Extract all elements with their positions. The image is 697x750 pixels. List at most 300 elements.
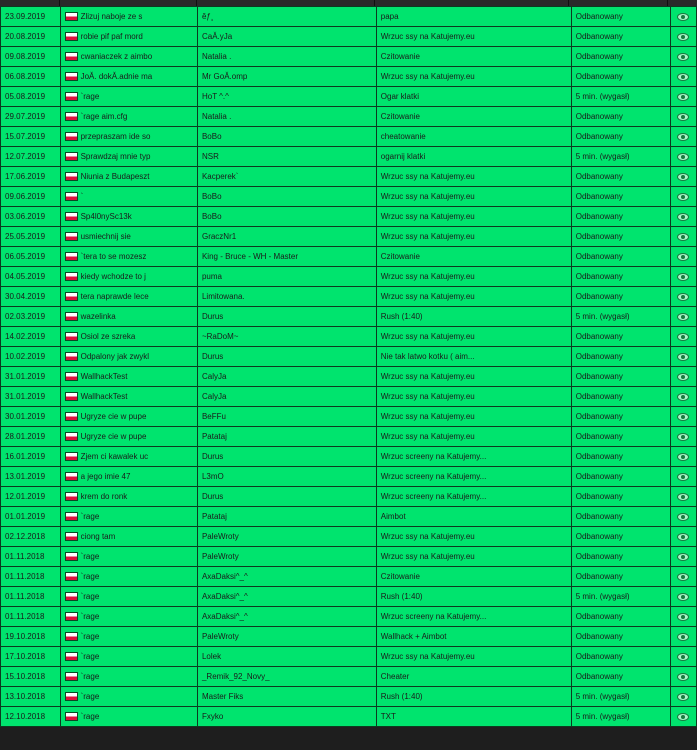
ban-date: 25.05.2019 bbox=[1, 227, 61, 247]
ban-date: 15.10.2018 bbox=[1, 667, 61, 687]
details-button[interactable] bbox=[670, 427, 696, 447]
admin-name: CaĂ.yJa bbox=[197, 27, 376, 47]
ban-reason: Wrzuc ssy na Katujemy.eu bbox=[376, 167, 571, 187]
admin-name: Fxyko bbox=[197, 707, 376, 727]
poland-flag-icon bbox=[65, 112, 78, 121]
player-name-cell bbox=[60, 647, 197, 667]
ban-reason: Wrzuc ssy na Katujemy.eu bbox=[376, 547, 571, 567]
ban-reason: Wrzuc ssy na Katujemy.eu bbox=[376, 327, 571, 347]
ban-reason: Wrzuc ssy na Katujemy.eu bbox=[376, 227, 571, 247]
table-row[interactable] bbox=[1, 227, 697, 247]
ban-reason: Wrzuc ssy na Katujemy.eu bbox=[376, 427, 571, 447]
table-row[interactable] bbox=[1, 247, 697, 267]
eye-icon[interactable] bbox=[677, 413, 689, 421]
details-button[interactable] bbox=[670, 267, 696, 287]
ban-status: Odbanowany bbox=[571, 667, 670, 687]
eye-icon[interactable] bbox=[677, 293, 689, 301]
player-name: Ugryze cie w pupe bbox=[80, 432, 147, 441]
poland-flag-icon bbox=[65, 132, 78, 141]
ban-status: Odbanowany bbox=[571, 527, 670, 547]
ban-status: 5 min. (wygasł) bbox=[571, 707, 670, 727]
admin-name: ěƒ¸ bbox=[197, 7, 376, 27]
ban-reason: Rush (1:40) bbox=[376, 687, 571, 707]
table-row[interactable] bbox=[1, 167, 697, 187]
admin-name: ~RaDoM~ bbox=[197, 327, 376, 347]
ban-date: 30.04.2019 bbox=[1, 287, 61, 307]
player-name: `rage bbox=[80, 692, 100, 701]
player-name-cell bbox=[60, 307, 197, 327]
eye-icon[interactable] bbox=[677, 633, 689, 641]
player-name: `rage bbox=[80, 512, 100, 521]
player-name-cell bbox=[60, 667, 197, 687]
eye-icon[interactable] bbox=[677, 693, 689, 701]
player-name-cell bbox=[60, 127, 197, 147]
admin-name: Patataj bbox=[197, 427, 376, 447]
admin-name: _Remik_92_Novy_ bbox=[197, 667, 376, 687]
player-name: robie pif paf mord bbox=[80, 32, 143, 41]
player-name: Sprawdzaj mnie typ bbox=[80, 152, 151, 161]
details-button[interactable] bbox=[670, 87, 696, 107]
ban-date: 04.05.2019 bbox=[1, 267, 61, 287]
eye-icon[interactable] bbox=[677, 193, 689, 201]
ban-status: 5 min. (wygasł) bbox=[571, 307, 670, 327]
eye-icon[interactable] bbox=[677, 173, 689, 181]
eye-icon[interactable] bbox=[677, 113, 689, 121]
table-row[interactable] bbox=[1, 267, 697, 287]
ban-date: 14.02.2019 bbox=[1, 327, 61, 347]
poland-flag-icon bbox=[65, 472, 78, 481]
poland-flag-icon bbox=[65, 592, 78, 601]
player-name-cell bbox=[60, 147, 197, 167]
admin-name: Natalia . bbox=[197, 47, 376, 67]
table-row[interactable] bbox=[1, 487, 697, 507]
poland-flag-icon bbox=[65, 92, 78, 101]
player-name-cell bbox=[60, 327, 197, 347]
details-button[interactable] bbox=[670, 347, 696, 367]
details-button[interactable] bbox=[670, 367, 696, 387]
player-name: `tera to se mozesz bbox=[80, 252, 147, 261]
eye-icon[interactable] bbox=[677, 213, 689, 221]
player-name: kiedy wchodze to j bbox=[80, 272, 146, 281]
ban-date: 30.01.2019 bbox=[1, 407, 61, 427]
details-button[interactable] bbox=[670, 387, 696, 407]
poland-flag-icon bbox=[65, 672, 78, 681]
ban-status: 5 min. (wygasł) bbox=[571, 687, 670, 707]
ban-status: Odbanowany bbox=[571, 67, 670, 87]
details-button[interactable] bbox=[670, 487, 696, 507]
details-button[interactable] bbox=[670, 47, 696, 67]
poland-flag-icon bbox=[65, 212, 78, 221]
eye-icon[interactable] bbox=[677, 493, 689, 501]
admin-name: Lolek bbox=[197, 647, 376, 667]
ban-reason: Wrzuc screeny na Katujemy... bbox=[376, 447, 571, 467]
player-name: `rage bbox=[80, 712, 100, 721]
admin-name: CalyJa bbox=[197, 367, 376, 387]
player-name: ` bbox=[80, 192, 84, 201]
ban-date: 16.01.2019 bbox=[1, 447, 61, 467]
table-row[interactable] bbox=[1, 107, 697, 127]
table-row[interactable] bbox=[1, 327, 697, 347]
player-name-cell bbox=[60, 547, 197, 567]
ban-reason: Wrzuc ssy na Katujemy.eu bbox=[376, 527, 571, 547]
poland-flag-icon bbox=[65, 412, 78, 421]
table-row[interactable] bbox=[1, 407, 697, 427]
ban-reason: Wrzuc ssy na Katujemy.eu bbox=[376, 187, 571, 207]
ban-status: Odbanowany bbox=[571, 347, 670, 367]
eye-icon[interactable] bbox=[677, 333, 689, 341]
player-name: Niunia z Budapeszt bbox=[80, 172, 150, 181]
table-row[interactable] bbox=[1, 427, 697, 447]
eye-icon[interactable] bbox=[677, 353, 689, 361]
eye-icon[interactable] bbox=[677, 553, 689, 561]
player-name: cwaniaczek z aimbo bbox=[80, 52, 153, 61]
poland-flag-icon bbox=[65, 532, 78, 541]
player-name-cell bbox=[60, 87, 197, 107]
player-name-cell bbox=[60, 107, 197, 127]
player-name: usmiechnij sie bbox=[80, 232, 131, 241]
ban-reason: Wrzuc screeny na Katujemy... bbox=[376, 487, 571, 507]
ban-date: 17.06.2019 bbox=[1, 167, 61, 187]
ban-status: Odbanowany bbox=[571, 607, 670, 627]
ban-date: 01.11.2018 bbox=[1, 587, 61, 607]
ban-date: 13.10.2018 bbox=[1, 687, 61, 707]
eye-icon[interactable] bbox=[677, 53, 689, 61]
ban-reason: Wrzuc ssy na Katujemy.eu bbox=[376, 407, 571, 427]
player-name-cell bbox=[60, 27, 197, 47]
table-row[interactable] bbox=[1, 627, 697, 647]
ban-status: 5 min. (wygasł) bbox=[571, 587, 670, 607]
admin-name: Natalia . bbox=[197, 107, 376, 127]
player-name: Zlizuj naboje ze s bbox=[80, 12, 143, 21]
table-row[interactable] bbox=[1, 147, 697, 167]
ban-date: 12.10.2018 bbox=[1, 707, 61, 727]
ban-date: 28.01.2019 bbox=[1, 427, 61, 447]
player-name-cell bbox=[60, 587, 197, 607]
details-button[interactable] bbox=[670, 167, 696, 187]
ban-date: 01.01.2019 bbox=[1, 507, 61, 527]
admin-name: HoT ^.^ bbox=[197, 87, 376, 107]
admin-name: Limitowana. bbox=[197, 287, 376, 307]
table-row[interactable] bbox=[1, 507, 697, 527]
table-row[interactable] bbox=[1, 687, 697, 707]
ban-status: Odbanowany bbox=[571, 467, 670, 487]
admin-name: AxaDaksi^_^ bbox=[197, 587, 376, 607]
ban-date: 19.10.2018 bbox=[1, 627, 61, 647]
table-row[interactable] bbox=[1, 187, 697, 207]
details-button[interactable] bbox=[670, 687, 696, 707]
details-button[interactable] bbox=[670, 567, 696, 587]
player-name: JoĂ. dokĂ.adnie ma bbox=[80, 72, 153, 81]
ban-status: Odbanowany bbox=[571, 507, 670, 527]
ban-date: 31.01.2019 bbox=[1, 387, 61, 407]
eye-icon[interactable] bbox=[677, 133, 689, 141]
eye-icon[interactable] bbox=[677, 33, 689, 41]
eye-icon[interactable] bbox=[677, 313, 689, 321]
player-name: a jego imie 47 bbox=[80, 472, 131, 481]
details-button[interactable] bbox=[670, 667, 696, 687]
ban-status: Odbanowany bbox=[571, 627, 670, 647]
poland-flag-icon bbox=[65, 32, 78, 41]
ban-status: Odbanowany bbox=[571, 167, 670, 187]
ban-status: Odbanowany bbox=[571, 327, 670, 347]
table-row[interactable] bbox=[1, 67, 697, 87]
player-name: Zjem ci kawalek uc bbox=[80, 452, 149, 461]
details-button[interactable] bbox=[670, 627, 696, 647]
admin-name: Kacperek` bbox=[197, 167, 376, 187]
eye-icon[interactable] bbox=[677, 93, 689, 101]
ban-status: Odbanowany bbox=[571, 367, 670, 387]
table-row[interactable] bbox=[1, 527, 697, 547]
table-row[interactable] bbox=[1, 7, 697, 27]
player-name-cell bbox=[60, 247, 197, 267]
ban-status: Odbanowany bbox=[571, 567, 670, 587]
details-button[interactable] bbox=[670, 147, 696, 167]
ban-reason: Wallhack + Aimbot bbox=[376, 627, 571, 647]
player-name: `rage bbox=[80, 632, 100, 641]
ban-status: Odbanowany bbox=[571, 7, 670, 27]
eye-icon[interactable] bbox=[677, 13, 689, 21]
player-name-cell bbox=[60, 347, 197, 367]
eye-icon[interactable] bbox=[677, 533, 689, 541]
ban-reason: Wrzuc ssy na Katujemy.eu bbox=[376, 267, 571, 287]
ban-status: 5 min. (wygasł) bbox=[571, 147, 670, 167]
details-button[interactable] bbox=[670, 187, 696, 207]
player-name: WallhackTest bbox=[80, 392, 128, 401]
admin-name: Mr GoĂ.omp bbox=[197, 67, 376, 87]
ban-reason: Wrzuc ssy na Katujemy.eu bbox=[376, 647, 571, 667]
ban-reason: cheatowanie bbox=[376, 127, 571, 147]
player-name: Sp4l0nySc13k bbox=[80, 212, 132, 221]
ban-reason: Czitowanie bbox=[376, 47, 571, 67]
table-row[interactable] bbox=[1, 287, 697, 307]
eye-icon[interactable] bbox=[677, 573, 689, 581]
ban-date: 20.08.2019 bbox=[1, 27, 61, 47]
admin-name: PaleWroty bbox=[197, 527, 376, 547]
ban-date: 12.07.2019 bbox=[1, 147, 61, 167]
eye-icon[interactable] bbox=[677, 233, 689, 241]
admin-name: PaleWroty bbox=[197, 547, 376, 567]
admin-name: AxaDaksi^_^ bbox=[197, 607, 376, 627]
details-button[interactable] bbox=[670, 467, 696, 487]
ban-date: 09.06.2019 bbox=[1, 187, 61, 207]
poland-flag-icon bbox=[65, 352, 78, 361]
ban-reason: Ogar klatki bbox=[376, 87, 571, 107]
ban-reason: Nie tak latwo kotku ( aim... bbox=[376, 347, 571, 367]
ban-date: 01.11.2018 bbox=[1, 567, 61, 587]
player-name-cell bbox=[60, 367, 197, 387]
player-name: `rage bbox=[80, 572, 100, 581]
player-name: `rage bbox=[80, 612, 100, 621]
ban-reason: Wrzuc screeny na Katujemy... bbox=[376, 607, 571, 627]
details-button[interactable] bbox=[670, 67, 696, 87]
details-button[interactable] bbox=[670, 27, 696, 47]
eye-icon[interactable] bbox=[677, 393, 689, 401]
details-button[interactable] bbox=[670, 587, 696, 607]
details-button[interactable] bbox=[670, 647, 696, 667]
ban-date: 15.07.2019 bbox=[1, 127, 61, 147]
ban-date: 12.01.2019 bbox=[1, 487, 61, 507]
table-row[interactable] bbox=[1, 47, 697, 67]
table-row[interactable] bbox=[1, 307, 697, 327]
ban-date: 02.12.2018 bbox=[1, 527, 61, 547]
details-button[interactable] bbox=[670, 227, 696, 247]
ban-status: Odbanowany bbox=[571, 267, 670, 287]
admin-name: Durus bbox=[197, 447, 376, 467]
table-row[interactable] bbox=[1, 367, 697, 387]
details-button[interactable] bbox=[670, 407, 696, 427]
eye-icon[interactable] bbox=[677, 593, 689, 601]
player-name-cell bbox=[60, 707, 197, 727]
table-row[interactable] bbox=[1, 547, 697, 567]
ban-reason: Wrzuc ssy na Katujemy.eu bbox=[376, 287, 571, 307]
poland-flag-icon bbox=[65, 652, 78, 661]
eye-icon[interactable] bbox=[677, 373, 689, 381]
eye-icon[interactable] bbox=[677, 253, 689, 261]
table-row[interactable] bbox=[1, 387, 697, 407]
details-button[interactable] bbox=[670, 327, 696, 347]
admin-name: BeFFu bbox=[197, 407, 376, 427]
eye-icon[interactable] bbox=[677, 513, 689, 521]
poland-flag-icon bbox=[65, 612, 78, 621]
player-name-cell bbox=[60, 427, 197, 447]
details-button[interactable] bbox=[670, 527, 696, 547]
ban-reason: Czitowanie bbox=[376, 247, 571, 267]
poland-flag-icon bbox=[65, 712, 78, 721]
player-name: wazelinka bbox=[80, 312, 116, 321]
admin-name: L3mO bbox=[197, 467, 376, 487]
poland-flag-icon bbox=[65, 292, 78, 301]
ban-status: Odbanowany bbox=[571, 487, 670, 507]
details-button[interactable] bbox=[670, 207, 696, 227]
ban-date: 01.11.2018 bbox=[1, 607, 61, 627]
ban-reason: Cheater bbox=[376, 667, 571, 687]
ban-reason: ogarnij klatki bbox=[376, 147, 571, 167]
eye-icon[interactable] bbox=[677, 613, 689, 621]
details-button[interactable] bbox=[670, 507, 696, 527]
ban-reason: Wrzuc ssy na Katujemy.eu bbox=[376, 367, 571, 387]
table-row[interactable] bbox=[1, 587, 697, 607]
player-name-cell bbox=[60, 607, 197, 627]
poland-flag-icon bbox=[65, 52, 78, 61]
eye-icon[interactable] bbox=[677, 653, 689, 661]
details-button[interactable] bbox=[670, 107, 696, 127]
admin-name: CalyJa bbox=[197, 387, 376, 407]
details-button[interactable] bbox=[670, 547, 696, 567]
ban-date: 29.07.2019 bbox=[1, 107, 61, 127]
bans-table-body bbox=[1, 7, 697, 727]
ban-reason: Rush (1:40) bbox=[376, 587, 571, 607]
table-row[interactable] bbox=[1, 647, 697, 667]
eye-icon[interactable] bbox=[677, 433, 689, 441]
eye-icon[interactable] bbox=[677, 153, 689, 161]
player-name-cell bbox=[60, 287, 197, 307]
player-name: `rage bbox=[80, 592, 100, 601]
player-name-cell bbox=[60, 467, 197, 487]
table-row[interactable] bbox=[1, 667, 697, 687]
player-name-cell bbox=[60, 67, 197, 87]
details-button[interactable] bbox=[670, 127, 696, 147]
ban-reason: papa bbox=[376, 7, 571, 27]
table-row[interactable] bbox=[1, 447, 697, 467]
table-row[interactable] bbox=[1, 127, 697, 147]
table-row[interactable] bbox=[1, 27, 697, 47]
eye-icon[interactable] bbox=[677, 713, 689, 721]
table-row[interactable] bbox=[1, 87, 697, 107]
eye-icon[interactable] bbox=[677, 453, 689, 461]
player-name: `rage bbox=[80, 652, 100, 661]
table-row[interactable] bbox=[1, 207, 697, 227]
details-button[interactable] bbox=[670, 287, 696, 307]
ban-status: Odbanowany bbox=[571, 547, 670, 567]
player-name-cell bbox=[60, 387, 197, 407]
table-row[interactable] bbox=[1, 467, 697, 487]
ban-status: Odbanowany bbox=[571, 407, 670, 427]
poland-flag-icon bbox=[65, 252, 78, 261]
details-button[interactable] bbox=[670, 707, 696, 727]
admin-name: PaleWroty bbox=[197, 627, 376, 647]
player-name: `rage bbox=[80, 552, 100, 561]
details-button[interactable] bbox=[670, 7, 696, 27]
player-name: ciong tam bbox=[80, 532, 116, 541]
player-name-cell bbox=[60, 487, 197, 507]
table-row[interactable] bbox=[1, 607, 697, 627]
ban-reason: Wrzuc ssy na Katujemy.eu bbox=[376, 387, 571, 407]
ban-status: Odbanowany bbox=[571, 447, 670, 467]
player-name-cell bbox=[60, 407, 197, 427]
table-row[interactable] bbox=[1, 707, 697, 727]
poland-flag-icon bbox=[65, 492, 78, 501]
ban-reason: Rush (1:40) bbox=[376, 307, 571, 327]
details-button[interactable] bbox=[670, 607, 696, 627]
eye-icon[interactable] bbox=[677, 673, 689, 681]
admin-name: Durus bbox=[197, 347, 376, 367]
player-name-cell bbox=[60, 167, 197, 187]
poland-flag-icon bbox=[65, 272, 78, 281]
ban-reason: Wrzuc ssy na Katujemy.eu bbox=[376, 207, 571, 227]
admin-name: BoBo bbox=[197, 187, 376, 207]
admin-name: Master Fiks bbox=[197, 687, 376, 707]
ban-status: Odbanowany bbox=[571, 387, 670, 407]
details-button[interactable] bbox=[670, 247, 696, 267]
ban-status: Odbanowany bbox=[571, 27, 670, 47]
player-name-cell bbox=[60, 507, 197, 527]
poland-flag-icon bbox=[65, 632, 78, 641]
poland-flag-icon bbox=[65, 572, 78, 581]
ban-status: Odbanowany bbox=[571, 187, 670, 207]
table-row[interactable] bbox=[1, 567, 697, 587]
ban-reason: Czitowanie bbox=[376, 567, 571, 587]
player-name: Osiol ze szreka bbox=[80, 332, 136, 341]
ban-date: 13.01.2019 bbox=[1, 467, 61, 487]
player-name: Ugryze cie w pupe bbox=[80, 412, 147, 421]
poland-flag-icon bbox=[65, 72, 78, 81]
poland-flag-icon bbox=[65, 152, 78, 161]
ban-reason: Czitowanie bbox=[376, 107, 571, 127]
ban-date: 10.02.2019 bbox=[1, 347, 61, 367]
table-row[interactable] bbox=[1, 347, 697, 367]
details-button[interactable] bbox=[670, 307, 696, 327]
eye-icon[interactable] bbox=[677, 473, 689, 481]
ban-reason: TXT bbox=[376, 707, 571, 727]
eye-icon[interactable] bbox=[677, 273, 689, 281]
bans-table bbox=[0, 6, 697, 727]
details-button[interactable] bbox=[670, 447, 696, 467]
ban-date: 09.08.2019 bbox=[1, 47, 61, 67]
poland-flag-icon bbox=[65, 12, 78, 21]
eye-icon[interactable] bbox=[677, 73, 689, 81]
ban-date: 02.03.2019 bbox=[1, 307, 61, 327]
ban-date: 06.08.2019 bbox=[1, 67, 61, 87]
